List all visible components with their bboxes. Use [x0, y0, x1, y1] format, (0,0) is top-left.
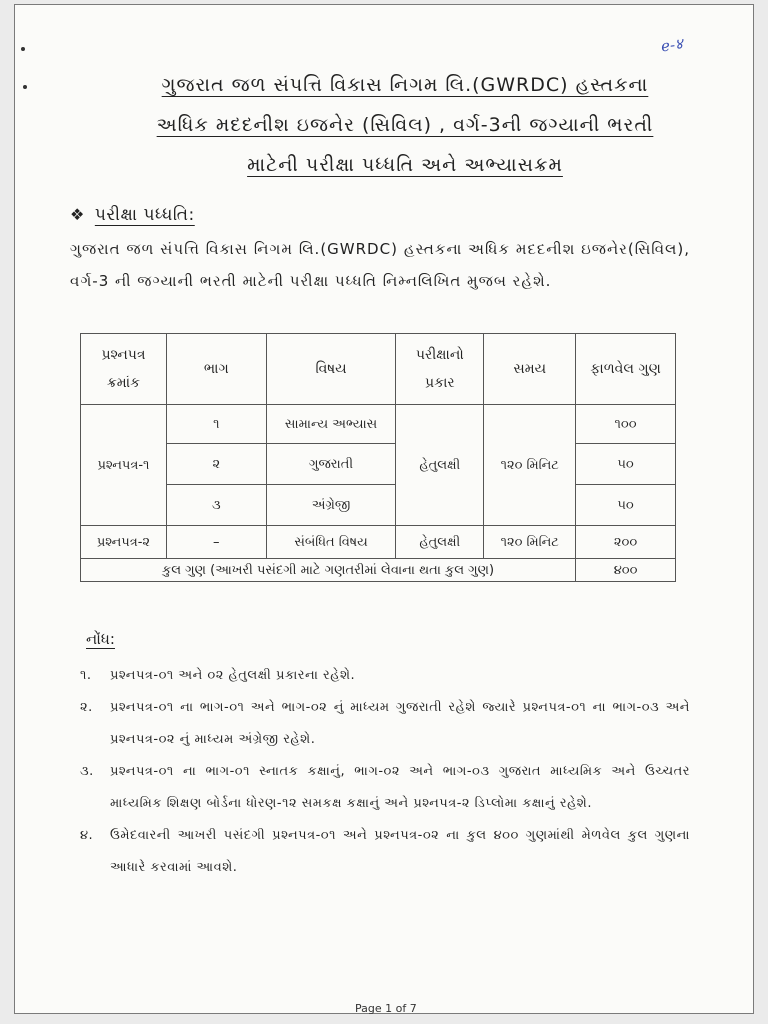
table-row [81, 405, 676, 444]
paper1-part-3: ૩ [166, 485, 266, 526]
table-total-row [81, 559, 676, 582]
note-number: ૧. [80, 668, 92, 683]
margin-dot [23, 85, 27, 89]
paper1-part-2: ૨ [166, 444, 266, 485]
notes-heading: નોંધ: [86, 630, 115, 648]
note-number: ૪. [80, 828, 94, 843]
title-line-1: ગુજરાત જળ સંપત્તિ વિકાસ નિગમ લિ.(GWRDC) હસ્તકના [161, 74, 649, 96]
table-row [81, 444, 676, 485]
note-text: ઉમેદવારની આખરી પસંદગી પ્રશ્નપત્ર-૦૧ અને પ્રશ્નપત્ર-૦૨ ના કુલ ૪૦૦ ગુણમાંથી મેળવેલ કુલ ગુણના આધારે કરવામાં આવશે. [110, 828, 690, 875]
exam-pattern-table [80, 333, 676, 582]
note-text: પ્રશ્નપત્ર-૦૧ ના ભાગ-૦૧ સ્નાતક કક્ષાનું, ભાગ-૦૨ અને ભાગ-૦૩ ગુજરાત માધ્યમિક અને ઉચ્ચતર માધ્યમિક શિક્ષણ બોર્ડના ધોરણ-૧૨ સમકક્ષ કક્ષાનું અને પ્રશ્નપત્ર-૨ ડિપ્લોમા કક્ષાનું રહેશે. [110, 764, 690, 811]
paper1-part-1: ૧ [166, 405, 266, 444]
list-item [80, 660, 690, 692]
note-text: પ્રશ્નપત્ર-૦૧ ના ભાગ-૦૧ અને ભાગ-૦૨ નું માધ્યમ ગુજરાતી રહેશે જ્યારે પ્રશ્નપત્ર-૦૧ ના ભાગ-૦૩ અને પ્રશ્નપત્ર-૦૨ નું માધ્યમ અંગ્રેજી રહેશે. [110, 700, 690, 747]
title-line-2: અધિક મદદનીશ ઇજનેર (સિવિલ) , વર્ગ-3ની જગ્યાની ભરતી [156, 114, 654, 136]
diamond-bullet-icon: ❖ [70, 205, 85, 224]
section-heading [70, 205, 195, 225]
table-row [81, 485, 676, 526]
note-number: ૨. [80, 700, 93, 715]
header-exam-type: પરીક્ષાનો પ્રકાર [396, 334, 484, 405]
paper2-marks: ૨૦૦ [576, 526, 676, 559]
handwritten-mark: e-४ [659, 34, 684, 56]
paper2-name: પ્રશ્નપત્ર-૨ [81, 526, 167, 559]
paper1-subject-3: અંગ્રેજી [266, 485, 396, 526]
total-marks: ૪૦૦ [576, 559, 676, 582]
list-item [80, 820, 690, 884]
title-line-3: માટેની પરીક્ષા પધ્ધતિ અને અભ્યાસક્રમ [247, 154, 563, 176]
note-number: ૩. [80, 764, 94, 779]
header-part: ભાગ [166, 334, 266, 405]
list-item [80, 692, 690, 756]
header-marks: ફાળવેલ ગુણ [576, 334, 676, 405]
paper1-type: હેતુલક્ષી [396, 405, 484, 526]
notes-list [80, 660, 690, 884]
total-label: કુલ ગુણ (આખરી પસંદગી માટે ગણતરીમાં લેવાના થતા કુલ ગુણ) [81, 559, 576, 582]
paper1-marks-2: ૫૦ [576, 444, 676, 485]
section-heading-text: પરીક્ષા પધ્ધતિ: [94, 205, 195, 225]
table-row [81, 526, 676, 559]
list-item [80, 756, 690, 820]
paper1-time: ૧૨૦ મિનિટ [484, 405, 576, 526]
margin-dot [21, 47, 25, 51]
header-paper-no: પ્રશ્નપત્ર ક્રમાંક [81, 334, 167, 405]
header-subject: વિષય [266, 334, 396, 405]
paper1-subject-2: ગુજરાતી [266, 444, 396, 485]
page-footer: Page 1 of 7 [355, 1002, 417, 1015]
note-text: પ્રશ્નપત્ર-૦૧ અને ૦૨ હેતુલક્ષી પ્રકારના રહેશે. [110, 668, 356, 683]
table-header-row [81, 334, 676, 405]
paper2-time: ૧૨૦ મિનિટ [484, 526, 576, 559]
paper1-marks-3: ૫૦ [576, 485, 676, 526]
paper1-name: પ્રશ્નપત્ર-૧ [81, 405, 167, 526]
header-time: સમય [484, 334, 576, 405]
document-title [75, 65, 735, 185]
paper1-subject-1: સામાન્ય અભ્યાસ [266, 405, 396, 444]
paper2-subject: સંબંધિત વિષય [266, 526, 396, 559]
paper1-marks-1: ૧૦૦ [576, 405, 676, 444]
intro-paragraph: ગુજરાત જળ સંપત્તિ વિકાસ નિગમ લિ.(GWRDC) હસ્તકના અધિક મદદનીશ ઇજનેર(સિવિલ), વર્ગ-3 ની જગ્યાની ભરતી માટેની પરીક્ષા પધ્ધતિ નિમ્નલિખિત મુજબ રહેશે. [70, 240, 690, 290]
paper2-type: હેતુલક્ષી [396, 526, 484, 559]
paper2-part: – [166, 526, 266, 559]
